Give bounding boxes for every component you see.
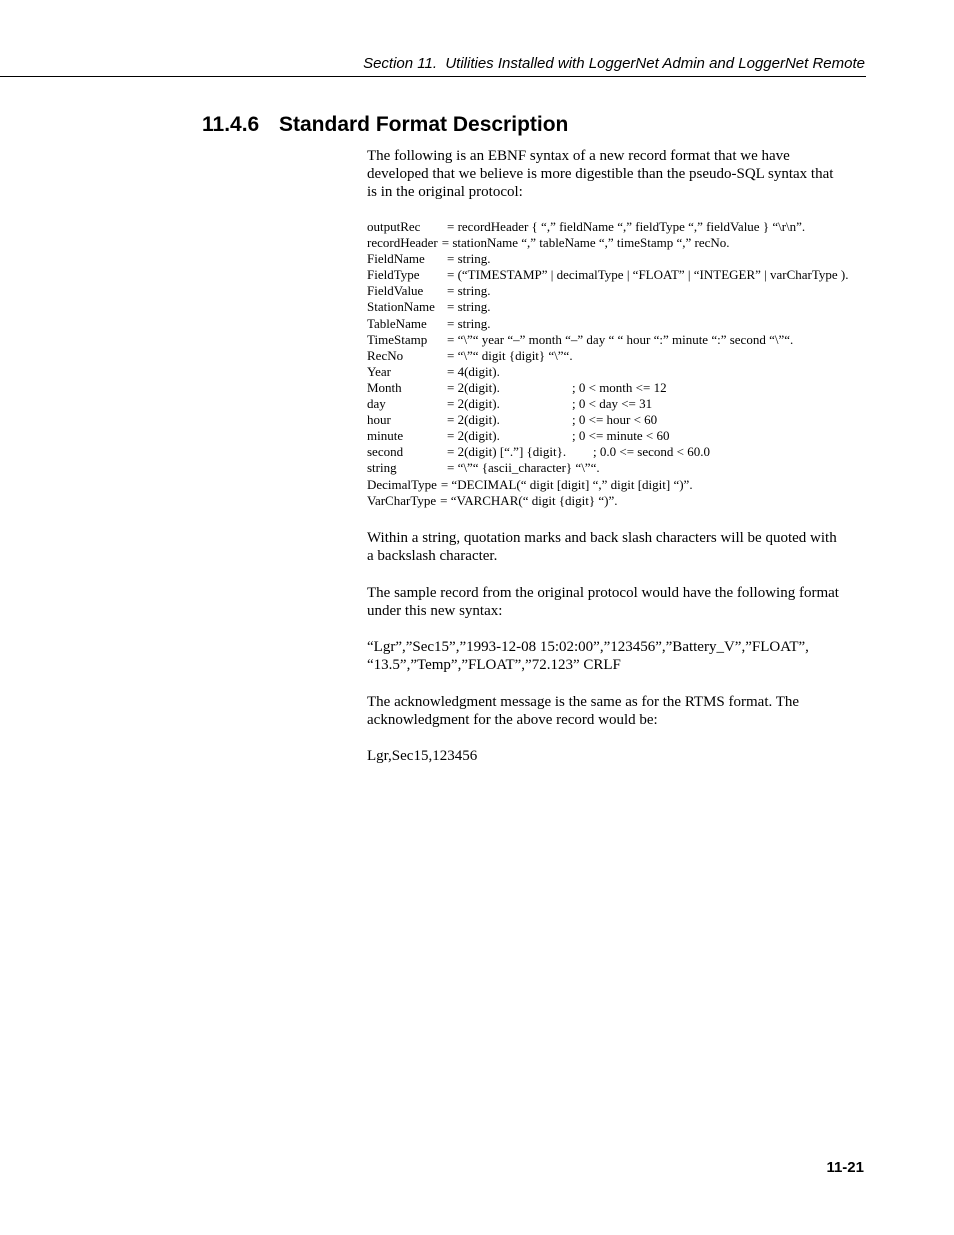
syntax-definition: = 2(digit).	[447, 396, 500, 412]
ack-line: acknowledgment for the above record would be:	[367, 712, 658, 728]
sample-intro-line: The sample record from the original protocol would have the following format	[367, 585, 839, 601]
sample-record-line: “13.5”,”Temp”,”FLOAT”,”72.123” CRLF	[367, 657, 621, 673]
syntax-name: outputRec	[367, 219, 421, 234]
syntax-definition: = “\”“ digit {digit} “\”“.	[447, 347, 573, 363]
syntax-definition: = “\”“ year “–” month “–” day “ “ hour “:” minute “:” second “\”“.	[447, 331, 794, 347]
intro-paragraph	[367, 147, 867, 201]
syntax-definition: = string.	[447, 315, 491, 331]
syntax-comment: ; 0 <= minute < 60	[572, 428, 670, 444]
section-number: 11.4.6	[202, 113, 260, 136]
syntax-row	[367, 235, 907, 251]
syntax-row	[367, 460, 907, 476]
syntax-definition: = recordHeader { “,” fieldName “,” fieldType “,” fieldValue } “\r\n”.	[447, 219, 806, 234]
syntax-definition: = string.	[447, 299, 491, 315]
syntax-definition: = 2(digit).	[447, 412, 500, 428]
syntax-name: Year	[367, 363, 391, 379]
string-quoting-paragraph	[367, 529, 867, 565]
sample-intro-line: under this new syntax:	[367, 603, 503, 619]
syntax-row	[367, 316, 907, 332]
syntax-name: TimeStamp	[367, 331, 428, 347]
syntax-name: DecimalType	[367, 476, 437, 492]
syntax-name: hour	[367, 412, 391, 428]
syntax-definition: = stationName “,” tableName “,” timeStamp “,” recNo.	[441, 235, 730, 251]
acknowledgment-paragraph	[367, 693, 867, 729]
header-rule	[0, 76, 866, 77]
syntax-name: FieldName	[367, 251, 425, 267]
intro-line: The following is an EBNF syntax of a new record format that we have	[367, 148, 790, 164]
syntax-row	[367, 412, 907, 428]
syntax-name: Month	[367, 379, 402, 395]
syntax-name: day	[367, 396, 386, 412]
sample-record	[367, 638, 867, 674]
section-heading	[202, 112, 568, 138]
string-note-line: a backslash character.	[367, 548, 498, 564]
syntax-comment: ; 0 < month <= 12	[572, 379, 667, 395]
syntax-definition: = 4(digit).	[447, 363, 500, 379]
syntax-row	[367, 283, 907, 299]
syntax-row	[367, 251, 907, 267]
ebnf-syntax-block	[367, 219, 907, 509]
syntax-name: string	[367, 460, 397, 476]
syntax-definition: = 2(digit) [“.”] {digit}.	[447, 444, 567, 460]
syntax-name: FieldType	[367, 267, 420, 283]
syntax-comment: ; 0.0 <= second < 60.0	[593, 444, 710, 460]
syntax-definition: = string.	[447, 251, 491, 267]
syntax-row	[367, 267, 907, 283]
syntax-name: VarCharType	[367, 492, 437, 508]
syntax-definition: = 2(digit).	[447, 428, 500, 444]
intro-line: developed that we believe is more digestible than the pseudo-SQL syntax that	[367, 166, 834, 182]
syntax-name: recordHeader	[367, 235, 438, 251]
syntax-name: TableName	[367, 315, 427, 331]
sample-record-line: “Lgr”,”Sec15”,”1993-12-08 15:02:00”,”123456”,”Battery_V”,”FLOAT”,	[367, 639, 809, 655]
section-title: Standard Format Description	[279, 113, 569, 136]
syntax-name: minute	[367, 428, 404, 444]
syntax-comment: ; 0 <= hour < 60	[572, 412, 658, 428]
running-header: Section 11. Utilities Installed with LoggerNet Admin and LoggerNet Remote	[363, 55, 865, 72]
syntax-definition: = “\”“ {ascii_character} “\”“.	[447, 460, 600, 476]
syntax-name: FieldValue	[367, 283, 424, 299]
page-number: 11-21	[826, 1159, 864, 1176]
acknowledgment-record: Lgr,Sec15,123456	[367, 748, 478, 764]
syntax-row	[367, 428, 907, 444]
syntax-row	[367, 444, 907, 460]
syntax-row	[367, 348, 907, 364]
syntax-definition: = 2(digit).	[447, 379, 500, 395]
syntax-row	[367, 332, 907, 348]
syntax-name: RecNo	[367, 347, 404, 363]
syntax-row	[367, 299, 907, 315]
syntax-definition: = (“TIMESTAMP” | decimalType | “FLOAT” | “INTEGER” | varCharType ).	[447, 267, 849, 283]
syntax-row	[367, 219, 907, 235]
intro-line: is in the original protocol:	[367, 184, 523, 200]
syntax-definition: = “DECIMAL(“ digit [digit] “,” digit [digit] “)”.	[440, 476, 693, 492]
syntax-row	[367, 364, 907, 380]
syntax-row	[367, 396, 907, 412]
sample-intro-paragraph	[367, 584, 867, 620]
syntax-row	[367, 493, 907, 509]
string-note-line: Within a string, quotation marks and back slash characters will be quoted with	[367, 530, 837, 546]
syntax-name: second	[367, 444, 404, 460]
syntax-row	[367, 477, 907, 493]
syntax-definition: = string.	[447, 283, 491, 299]
ack-line: The acknowledgment message is the same as for the RTMS format. The	[367, 694, 800, 710]
syntax-comment: ; 0 < day <= 31	[572, 396, 653, 412]
syntax-name: StationName	[367, 299, 435, 315]
syntax-row	[367, 380, 907, 396]
syntax-definition: = “VARCHAR(“ digit {digit} “)”.	[440, 492, 618, 508]
